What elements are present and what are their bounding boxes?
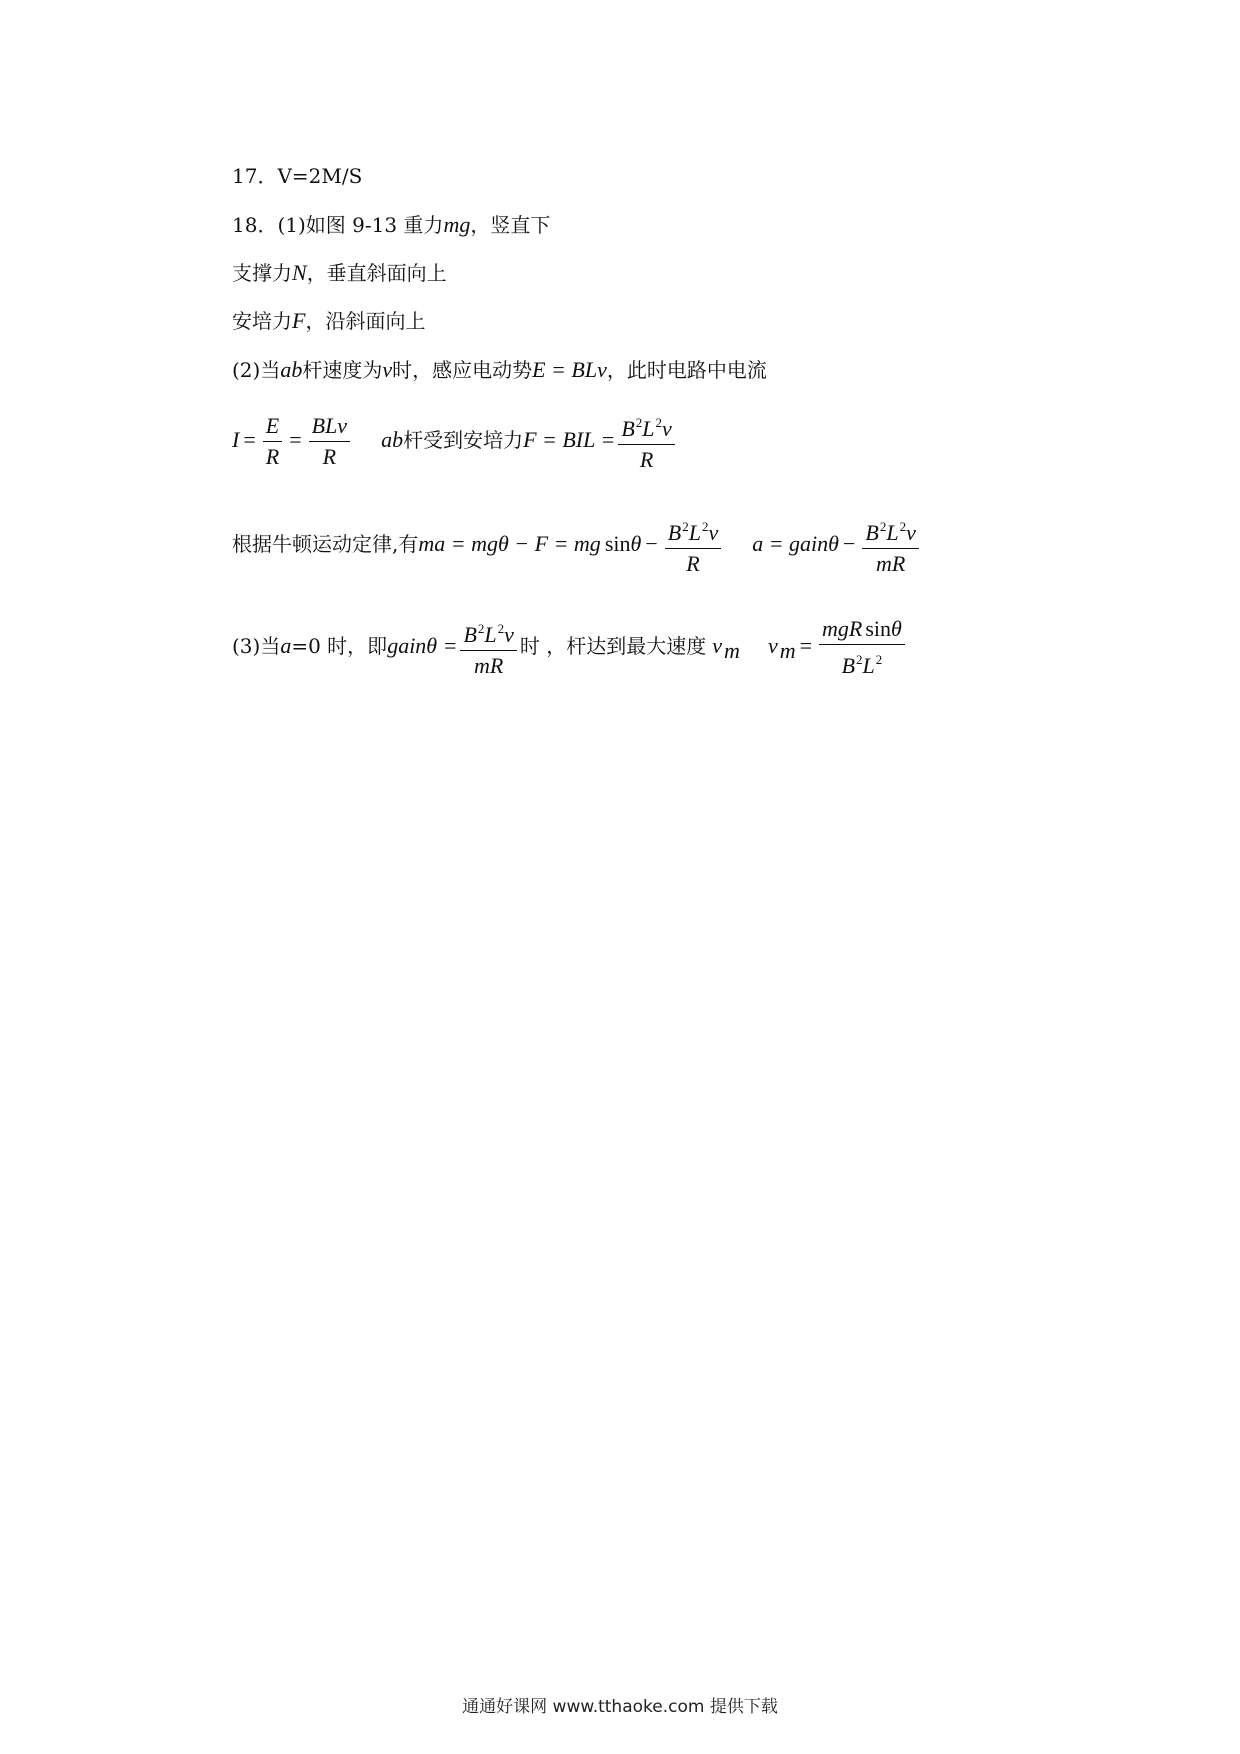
B: B: [841, 653, 856, 678]
acceleration-formula: a = gainθ: [752, 531, 839, 556]
ma-formula: ma = mgθ − F = mg: [418, 531, 601, 556]
fraction-B2L2v-over-R: [618, 410, 674, 473]
L: L: [862, 653, 875, 678]
vm-symbol-2: v: [767, 633, 778, 658]
L: L: [484, 622, 497, 647]
frac-num: E: [265, 413, 280, 438]
frac-num: [460, 616, 516, 650]
frac-num: [618, 410, 674, 444]
answer-18-part1: [232, 210, 550, 240]
exp: 2: [655, 415, 663, 430]
I-symbol: I: [232, 427, 240, 452]
fraction-B2L2v-over-mR: [460, 616, 516, 679]
line3-prefix: 支撑力: [232, 261, 292, 285]
answer-17-text: 17．V=2M/S: [232, 164, 363, 188]
footer-text: 通通好课网 www.tthaoke.com 提供下载: [462, 1697, 778, 1717]
line7-text: 根据牛顿运动定律,有: [232, 532, 419, 556]
frac-den: R: [618, 444, 674, 473]
line4-prefix: 安培力: [232, 309, 292, 333]
B: B: [621, 416, 635, 441]
ab-symbol: ab: [381, 427, 404, 452]
line5-p1: (2)当: [232, 358, 281, 382]
F-symbol: F: [292, 308, 306, 333]
exp: 2: [879, 519, 887, 534]
vm-subscript: m: [724, 638, 740, 663]
current-formula-line: [232, 410, 678, 473]
vm-subscript-2: m: [779, 638, 796, 663]
N-symbol: N: [292, 260, 307, 285]
emf-formula: E = BLv: [532, 357, 607, 382]
exp: 2: [875, 652, 883, 667]
exp: 2: [856, 652, 863, 667]
exp: 2: [477, 621, 485, 636]
ampere-formula: F = BIL =: [523, 427, 616, 452]
line2-prefix: 18．(1)如图 9-13 重力: [232, 213, 444, 237]
theta: θ: [891, 616, 902, 641]
equals: =: [799, 633, 813, 658]
page-footer: [0, 1692, 1240, 1717]
fraction-E-over-R: [263, 413, 282, 470]
answer-18-part3: [232, 616, 908, 679]
minus-2: −: [842, 531, 856, 556]
B: B: [865, 520, 879, 545]
minus-1: −: [645, 531, 658, 556]
frac-num: [665, 514, 721, 548]
fraction-B2L2v-over-mR: [862, 514, 918, 577]
line8-p1: (3)当: [232, 634, 281, 658]
equals-1: =: [243, 427, 256, 452]
exp: 2: [497, 621, 505, 636]
mgR: mgR: [822, 616, 863, 641]
v: v: [504, 622, 514, 647]
line5-p2: 杆速度为: [302, 358, 383, 382]
sin: sin: [865, 616, 892, 641]
line5-p3: 时，感应电动势: [392, 358, 533, 382]
L: L: [688, 520, 701, 545]
frac-den: mR: [862, 548, 918, 577]
line4-suffix: ，沿斜面向上: [305, 309, 426, 333]
ampere-force-line: [232, 306, 425, 336]
L: L: [886, 520, 899, 545]
v: v: [906, 520, 916, 545]
line8-p2: =0 时，即: [291, 634, 388, 658]
frac-den: R: [263, 441, 282, 470]
answer-17: [232, 161, 362, 191]
frac-den: [819, 644, 905, 679]
mg-symbol: mg: [443, 212, 471, 237]
v-symbol: v: [382, 357, 393, 382]
newton-law-line: [232, 514, 922, 577]
exp: 2: [635, 415, 643, 430]
frac-den: R: [309, 441, 350, 470]
answer-18-part2: [232, 355, 767, 385]
fraction-B2L2v-over-R: [665, 514, 721, 577]
line6-text: 杆受到安培力: [403, 428, 524, 452]
exp: 2: [899, 519, 907, 534]
line3-suffix: ，垂直斜面向上: [306, 261, 447, 285]
theta-symbol: θ: [630, 531, 642, 556]
fraction-mgRsin-over-B2L2: [819, 616, 905, 679]
exp: 2: [682, 519, 689, 534]
frac-den: R: [665, 548, 721, 577]
vm-symbol: v: [712, 633, 723, 658]
L: L: [642, 416, 655, 441]
v: v: [708, 520, 719, 545]
B: B: [667, 520, 682, 545]
line5-p4: ，此时电路中电流: [606, 358, 767, 382]
sin-text: sin: [604, 531, 631, 556]
support-force-line: [232, 258, 447, 288]
equals-2: =: [289, 427, 302, 452]
v: v: [662, 416, 672, 441]
a-symbol: a: [280, 633, 292, 658]
ab-symbol: ab: [280, 357, 303, 382]
line2-suffix: ，竖直下: [470, 213, 551, 237]
frac-den: mR: [460, 650, 516, 679]
frac-num: [862, 514, 918, 548]
fraction-BLv-over-R: [309, 413, 350, 470]
B: B: [463, 622, 477, 647]
exp: 2: [701, 519, 709, 534]
frac-num: BLv: [311, 413, 348, 438]
line8-p3: 时 ，杆达到最大速度: [519, 634, 707, 658]
frac-num: [819, 616, 905, 644]
gain-formula: gainθ =: [387, 633, 458, 658]
